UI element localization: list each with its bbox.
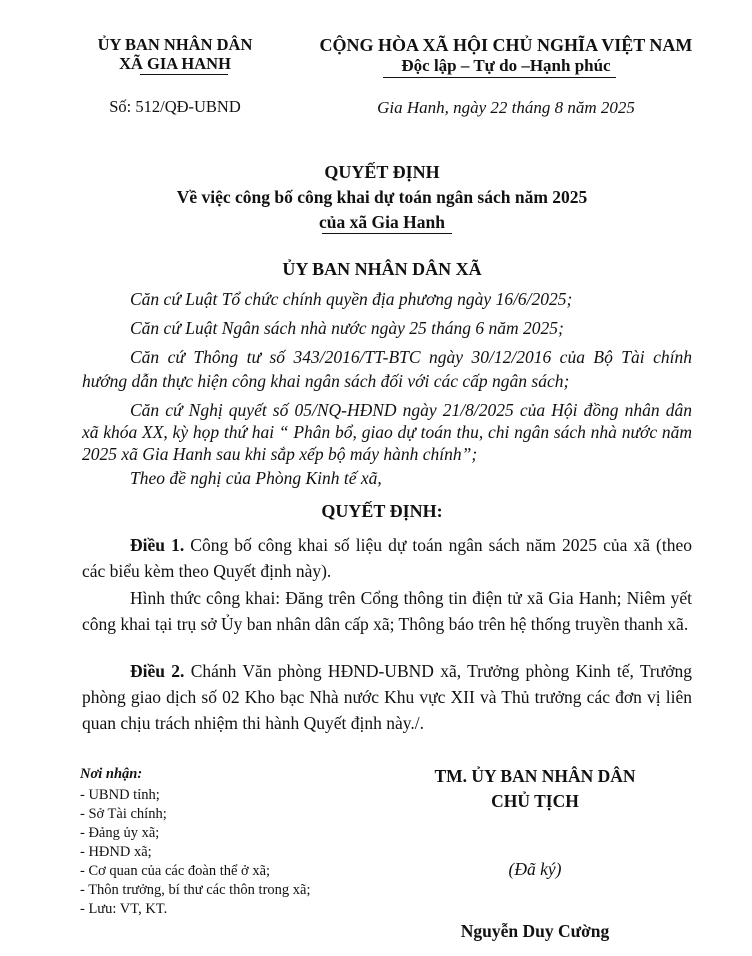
org-underline <box>140 74 228 75</box>
national-motto: Độc lập – Tự do –Hạnh phúc <box>401 56 611 75</box>
country-name: CỘNG HÒA XÃ HỘI CHỦ NGHĨA VIỆT NAM <box>319 35 693 55</box>
recipient-item: - UBND tỉnh; <box>80 787 160 803</box>
signer-name: Nguyễn Duy Cường <box>460 921 610 941</box>
basis-3: Căn cứ Thông tư số 343/2016/TT-BTC ngày 30/12/2016 của Bộ Tài chính hướng dẫn thực hiện công khai ngân sách đối với các cấp ngân sách; <box>82 347 692 391</box>
decide-heading: QUYẾT ĐỊNH: <box>321 501 443 521</box>
subject-underline <box>322 233 452 234</box>
document-number: Số: 512/QĐ-UBND <box>109 97 241 116</box>
motto-underline <box>383 77 616 78</box>
article-1-label: Điều 1. <box>130 535 185 555</box>
article-2-text: Chánh Văn phòng HĐND-UBND xã, Trưởng phòng Kinh tế, Trưởng phòng giao dịch số 02 Kho bạc Nhà nước Khu vực XII và Thủ trưởng các đơn vị liên quan chịu trách nhiệm thi hành Quyết định này./. <box>82 661 693 733</box>
recipients-title: Nơi nhận: <box>80 766 143 782</box>
recipient-item: - Thôn trưởng, bí thư các thôn trong xã; <box>80 882 311 898</box>
article-2 <box>82 658 692 736</box>
basis-4: Căn cứ Nghị quyết số 05/NQ-HĐND ngày 21/8/2025 của Hội đồng nhân dân xã khóa XX, kỳ họp thứ hai “ Phân bổ, giao dự toán thu, chi ngân sách nhà nước năm 2025 xã Gia Hanh sau khi sắp xếp bộ máy hành chính”; <box>82 400 692 464</box>
recipient-item: - HĐND xã; <box>80 844 152 860</box>
place-date: Gia Hanh, ngày 22 tháng 8 năm 2025 <box>377 98 635 117</box>
decision-subject-line2: của xã Gia Hanh <box>319 212 445 232</box>
issuing-authority: ỦY BAN NHÂN DÂN XÃ <box>282 259 482 279</box>
article-1-text: Công bố công khai số liệu dự toán ngân sách năm 2025 của xã (theo các biểu kèm theo Quyết định này). <box>82 535 692 581</box>
basis-1: Căn cứ Luật Tổ chức chính quyền địa phương ngày 16/6/2025; <box>130 289 573 309</box>
org-name-line1: ỦY BAN NHÂN DÂN <box>97 35 253 54</box>
recipient-item: - Cơ quan của các đoàn thể ở xã; <box>80 863 271 879</box>
recipient-item: - Lưu: VT, KT. <box>80 901 168 917</box>
article-2-label: Điều 2. <box>130 661 185 681</box>
basis-2: Căn cứ Luật Ngân sách nhà nước ngày 25 tháng 6 năm 2025; <box>130 318 564 338</box>
signature-position: CHỦ TỊCH <box>491 791 579 811</box>
decision-subject-line1: Về việc công bố công khai dự toán ngân sách năm 2025 <box>176 187 588 207</box>
article-1 <box>82 532 692 584</box>
basis-5: Theo đề nghị của Phòng Kinh tế xã, <box>130 468 382 488</box>
signature-signed-note: (Đã ký) <box>508 859 562 879</box>
decision-title: QUYẾT ĐỊNH <box>324 162 440 182</box>
recipient-item: - Đảng ủy xã; <box>80 825 160 841</box>
article-1-form: Hình thức công khai: Đăng trên Cổng thông tin điện tử xã Gia Hanh; Niêm yết công khai tại trụ sở Ủy ban nhân dân cấp xã; Thông báo trên hệ thống truyền thanh xã. <box>82 588 692 634</box>
recipient-item: - Sở Tài chính; <box>80 806 167 822</box>
signature-on-behalf: TM. ỦY BAN NHÂN DÂN <box>434 766 636 786</box>
org-name-line2: XÃ GIA HANH <box>119 54 231 73</box>
